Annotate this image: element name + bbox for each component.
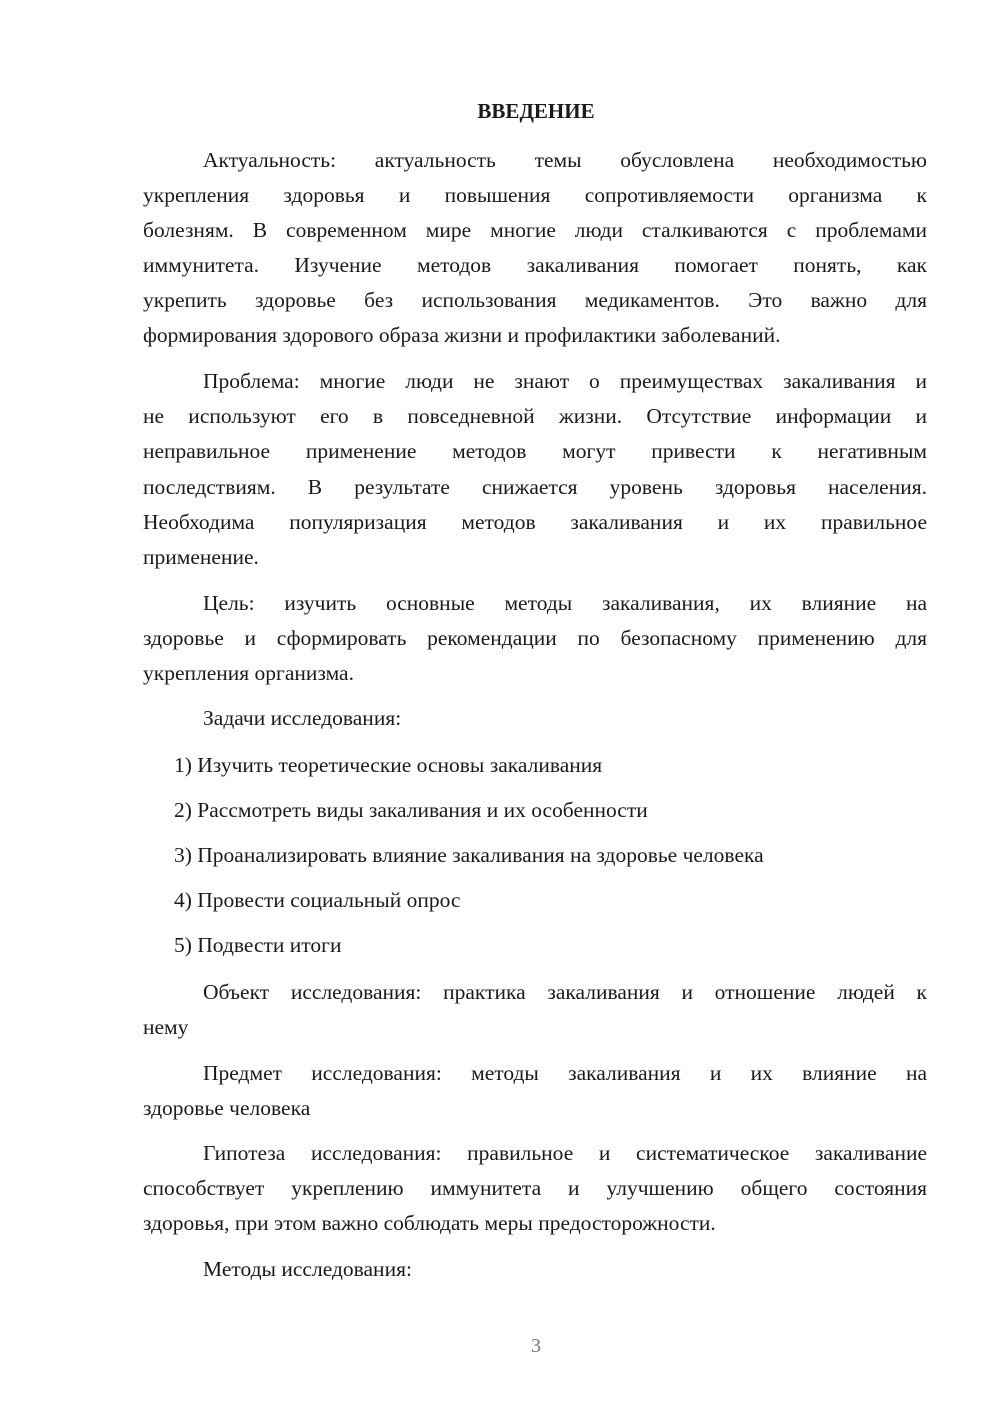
list-item: 5) Подвести итоги bbox=[174, 933, 342, 957]
text-line: не используют его в повседневной жизни. Отсутствие информации и bbox=[143, 404, 927, 428]
text-line: укрепления здоровья и повышения сопротивляемости организма к bbox=[143, 183, 927, 207]
text-line: здоровье человека bbox=[143, 1096, 311, 1120]
methods-heading: Методы исследования: bbox=[203, 1257, 412, 1281]
list-item: 1) Изучить теоретические основы закаливания bbox=[174, 753, 603, 777]
text-line: здоровья, при этом важно соблюдать меры предосторожности. bbox=[143, 1211, 716, 1235]
text-line: неправильное применение методов могут привести к негативным bbox=[143, 439, 927, 463]
text-line: Актуальность: актуальность темы обусловлена необходимостью bbox=[203, 148, 927, 172]
text-line: здоровье и сформировать рекомендации по безопасному применению для bbox=[143, 626, 927, 650]
text-line: укрепления организма. bbox=[143, 661, 354, 685]
list-item: 3) Проанализировать влияние закаливания на здоровье человека bbox=[174, 843, 764, 867]
text-line: применение. bbox=[143, 545, 259, 569]
text-line: способствует укреплению иммунитета и улучшению общего состояния bbox=[143, 1176, 927, 1200]
list-item: 4) Провести социальный опрос bbox=[174, 888, 461, 912]
page-title: ВВЕДЕНИЕ bbox=[477, 99, 595, 123]
text-line: Предмет исследования: методы закаливания и их влияние на bbox=[203, 1061, 927, 1085]
tasks-heading: Задачи исследования: bbox=[203, 706, 402, 730]
text-line: Объект исследования: практика закаливания и отношение людей к bbox=[203, 980, 927, 1004]
page-number: 3 bbox=[531, 1335, 541, 1357]
text-line: формирования здорового образа жизни и профилактики заболеваний. bbox=[143, 323, 781, 347]
text-line: болезням. В современном мире многие люди сталкиваются с проблемами bbox=[143, 218, 927, 242]
text-line: Необходима популяризация методов закаливания и их правильное bbox=[143, 510, 927, 534]
text-line: нему bbox=[143, 1015, 189, 1039]
text-line: Проблема: многие люди не знают о преимуществах закаливания и bbox=[203, 369, 927, 393]
text-line: последствиям. В результате снижается уровень здоровья населения. bbox=[143, 475, 927, 499]
text-line: иммунитета. Изучение методов закаливания помогает понять, как bbox=[143, 253, 927, 277]
list-item: 2) Рассмотреть виды закаливания и их особенности bbox=[174, 798, 648, 822]
text-line: Гипотеза исследования: правильное и систематическое закаливание bbox=[203, 1141, 927, 1165]
text-line: Цель: изучить основные методы закаливания, их влияние на bbox=[203, 591, 927, 615]
text-line: укрепить здоровье без использования медикаментов. Это важно для bbox=[143, 288, 927, 312]
